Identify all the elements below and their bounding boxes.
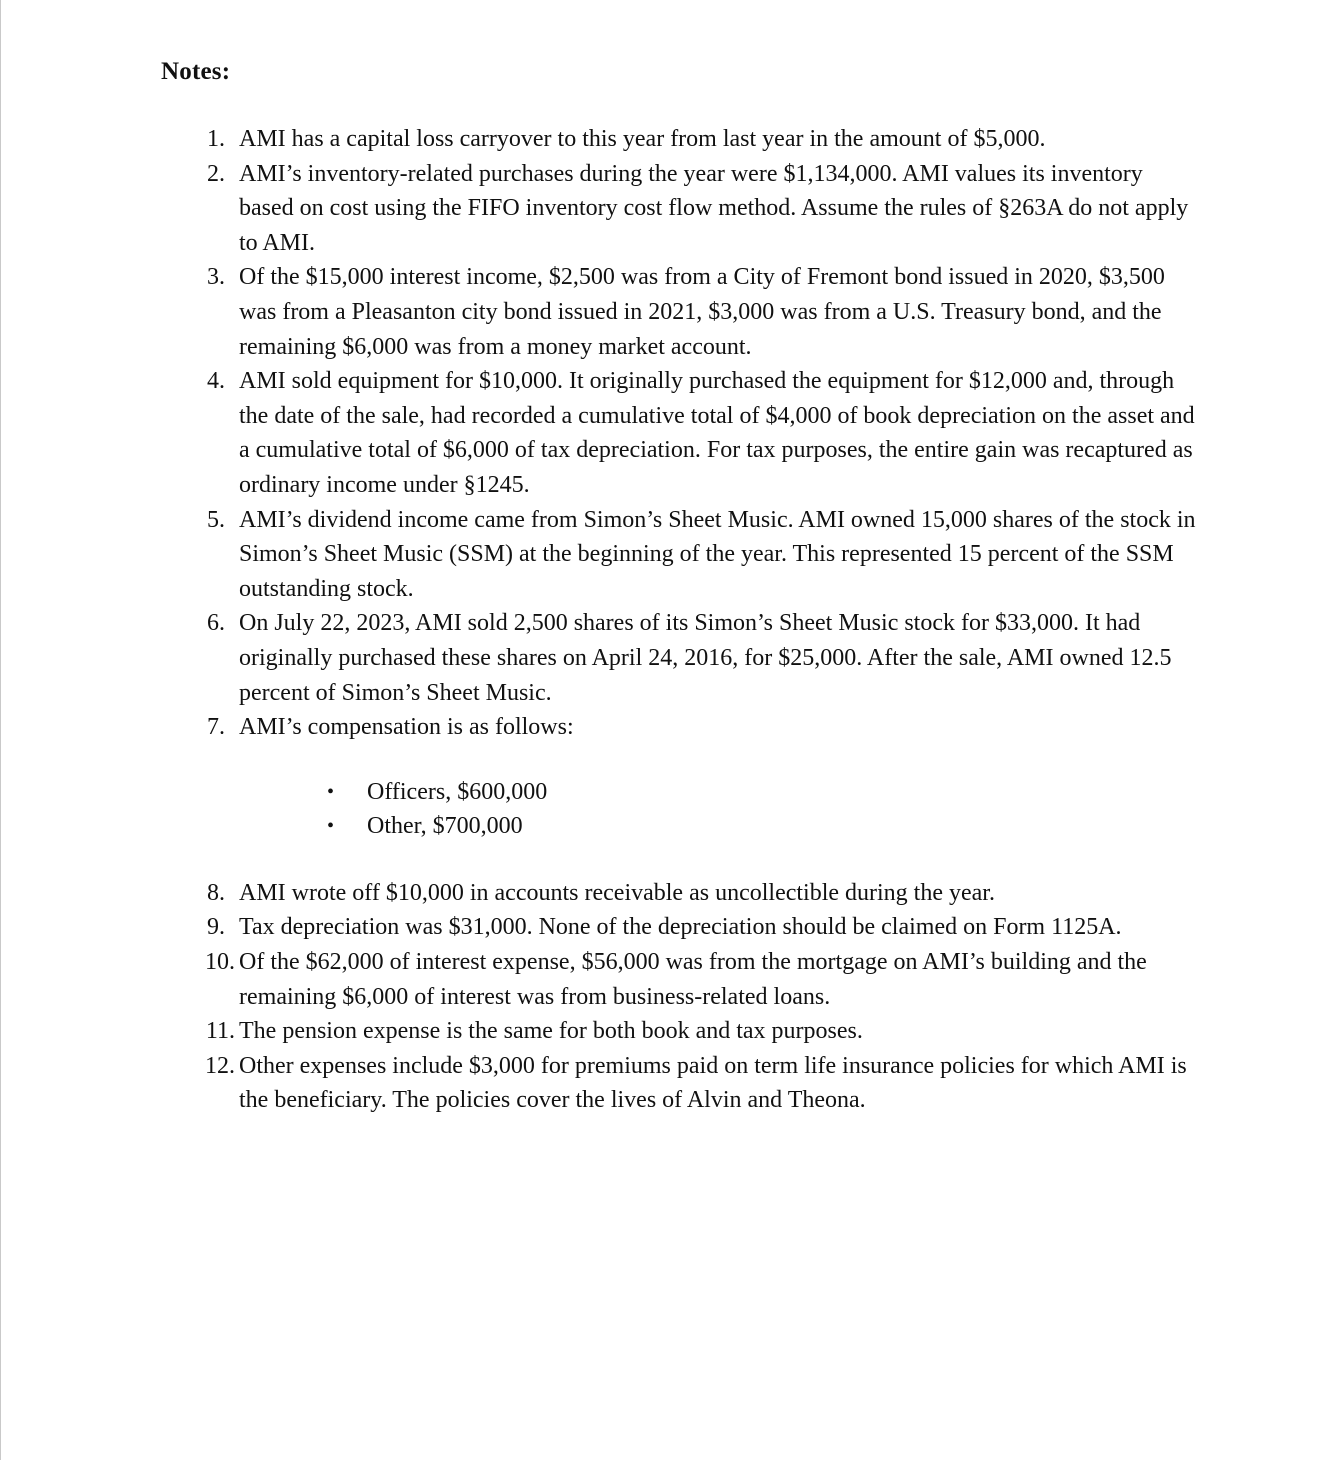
note-item [191,876,1201,911]
note-item [191,606,1201,710]
compensation-list [239,775,1201,844]
note-text: The pension expense is the same for both book and tax purposes. [239,1018,863,1045]
notes-title: Notes: [161,58,231,85]
note-number: 5. [207,506,225,533]
note-text: AMI’s dividend income came from Simon’s Sheet Music. AMI owned 15,000 shares of the stock in Simon’s Sheet Music (SSM) at the beginning of the year. This represented 15 percent of the SSM outstanding stock. [239,506,1196,602]
note-number: 11. [205,1018,235,1045]
note-item [191,1014,1201,1049]
note-number: 7. [207,714,225,741]
note-text: AMI’s compensation is as follows: [239,714,574,741]
note-item [191,503,1201,607]
note-item [191,364,1201,502]
note-text: Other expenses include $3,000 for premiums paid on term life insurance policies for which AMI is the beneficiary. The policies cover the lives of Alvin and Theona. [239,1052,1187,1114]
note-item [191,1049,1201,1118]
note-number: 3. [207,264,225,291]
note-number: 4. [207,368,225,395]
note-text: AMI sold equipment for $10,000. It originally purchased the equipment for $12,000 and, through the date of the sale, had recorded a cumulative total of $4,000 of book depreciation on the asset and a cumulative total of $6,000 of tax depreciation. For tax purposes, the entire gain was recaptured as ordinary income under §1245. [239,368,1195,498]
compensation-text: Officers, $600,000 [367,778,548,805]
note-item [191,122,1201,157]
note-text: Tax depreciation was $31,000. None of the depreciation should be claimed on Form 1125A. [239,914,1122,941]
note-text: AMI has a capital loss carryover to this year from last year in the amount of $5,000. [239,126,1046,152]
note-text: On July 22, 2023, AMI sold 2,500 shares of its Simon’s Sheet Music stock for $33,000. It had originally purchased these shares on April 24, 2016, for $25,000. After the sale, AMI owned 12.5 percent of Simon’s Sheet Music. [239,610,1172,706]
notes-list [191,122,1201,1118]
note-text: AMI wrote off $10,000 in accounts receivable as uncollectible during the year. [239,879,995,906]
note-item [191,260,1201,364]
compensation-item [239,809,1201,844]
note-item [191,157,1201,261]
note-number: 10. [205,949,235,976]
note-text: Of the $62,000 of interest expense, $56,000 was from the mortgage on AMI’s building and the remaining $6,000 of interest was from business-related loans. [239,949,1147,1010]
compensation-item [239,775,1201,810]
compensation-text: Other, $700,000 [367,813,523,840]
note-item [191,910,1201,945]
note-item [191,945,1201,1014]
note-item [191,710,1201,844]
bullet-icon: • [327,815,335,838]
note-number: 6. [207,610,225,637]
note-text: Of the $15,000 interest income, $2,500 was from a City of Fremont bond issued in 2020, $3,500 was from a Pleasanton city bond issued in 2021, $3,000 was from a U.S. Treasury bond, and the remaining $6,000 was from a money market account. [239,264,1165,360]
note-number: 9. [207,914,225,941]
note-text: AMI’s inventory-related purchases during the year were $1,134,000. AMI values its inventory based on cost using the FIFO inventory cost flow method. Assume the rules of §263A do not apply to AMI. [239,160,1189,256]
note-number: 8. [207,879,225,906]
note-number: 2. [207,160,225,187]
bullet-icon: • [327,780,335,803]
note-number: 12. [205,1052,235,1079]
note-number: 1. [207,126,225,152]
